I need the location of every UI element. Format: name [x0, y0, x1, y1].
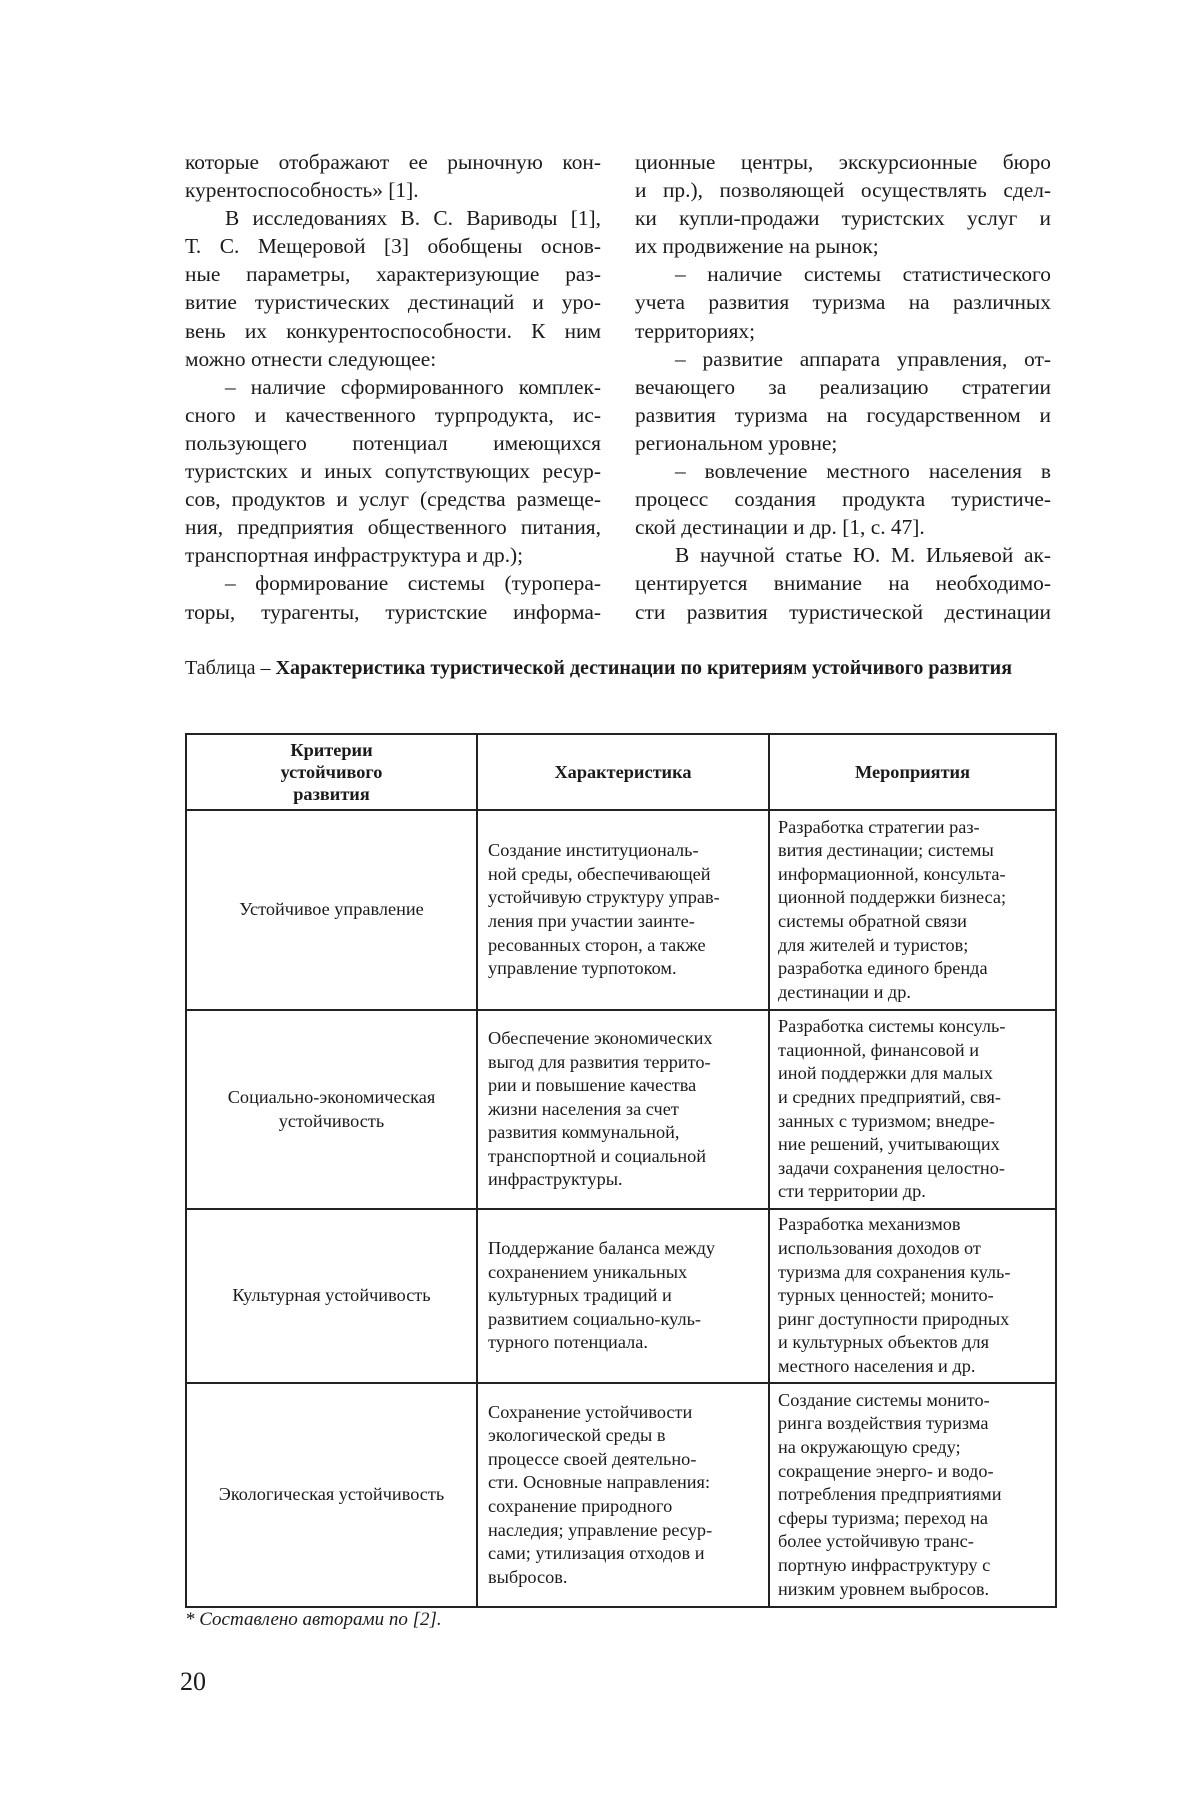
- cell-line: более устойчивую транс-: [778, 1531, 974, 1552]
- text-line: туристских и иных сопутствующих ресур-: [185, 459, 601, 484]
- cell-line: ной среды, обеспечивающей: [488, 863, 711, 884]
- cell-line: Социально-экономическая: [227, 1086, 436, 1107]
- cell-line: турных ценностей; монито-: [778, 1285, 994, 1306]
- table-row: [186, 1383, 1056, 1607]
- cell-line: Создание институциональ-: [488, 840, 699, 861]
- text-line: сти развития туристической дестинации: [635, 599, 1051, 624]
- header-measures: Мероприятия: [769, 734, 1056, 810]
- cell-line: устойчивость: [278, 1110, 385, 1131]
- cell-line: ления при участии заинте-: [488, 911, 695, 931]
- text-line: и пр.), позволяющей осуществлять сдел-: [635, 178, 1051, 203]
- text-line: региональном уровне;: [635, 430, 838, 455]
- text-line: вень их конкурентоспособности. К ним: [185, 318, 601, 343]
- cell-line: процессе своей деятельно-: [488, 1448, 697, 1469]
- cell-line: инфраструктуры.: [488, 1169, 623, 1190]
- cell-line: и средних предприятий, свя-: [778, 1086, 1001, 1107]
- cell-line: тационной, финансовой и: [778, 1039, 980, 1060]
- cell-line: Разработка стратегии раз-: [778, 816, 980, 837]
- cell-line: устойчивую структуру управ-: [488, 887, 720, 908]
- cell-line: задачи сохранения целостно-: [778, 1157, 1005, 1178]
- cell-line: для жителей и туристов;: [778, 934, 969, 955]
- text-line: В научной статье Ю. М. Ильяевой ак-: [675, 543, 1051, 568]
- cell-line: выгод для развития террито-: [488, 1051, 711, 1072]
- cell-line: Поддержание баланса между: [488, 1238, 716, 1259]
- cell-line: управление турпотоком.: [488, 958, 677, 979]
- table-caption-title: Характеристика туристической дестинации по критериям устойчивого развития: [275, 657, 1013, 679]
- header-characteristic: Характеристика: [477, 734, 769, 810]
- table-row: [186, 1209, 1056, 1383]
- text-line: ные параметры, характеризующие раз-: [185, 262, 601, 287]
- characteristic-cell: [477, 810, 769, 1010]
- cell-line: сохранением уникальных: [488, 1261, 688, 1282]
- cell-line: Экологическая устойчивость: [218, 1484, 445, 1505]
- measures-cell: [769, 810, 1056, 1010]
- cell-line: местного населения и др.: [778, 1355, 976, 1376]
- cell-line: развитием социально-куль-: [488, 1308, 701, 1329]
- text-line: можно отнести следующее:: [185, 346, 437, 371]
- text-line: которые отображают ее рыночную кон-: [185, 150, 601, 174]
- table-row: [186, 810, 1056, 1010]
- table-row: [186, 1010, 1056, 1209]
- text-line: В исследованиях В. С. Вариводы [1],: [225, 206, 601, 231]
- text-line: территориях;: [635, 318, 756, 343]
- cell-line: Разработка механизмов: [778, 1214, 961, 1235]
- cell-line: Разработка системы консуль-: [778, 1016, 1006, 1037]
- text-line: курентоспособность» [1].: [185, 178, 419, 203]
- cell-line: выбросов.: [488, 1566, 568, 1587]
- cell-line: культурных традиций и: [488, 1285, 672, 1306]
- cell-line: Обеспечение экономических: [488, 1027, 713, 1048]
- criterion-cell: [186, 1010, 477, 1209]
- cell-line: жизни населения за счет: [488, 1098, 679, 1119]
- measures-cell: [769, 1209, 1056, 1383]
- cell-line: информационной, консульта-: [778, 863, 1006, 884]
- cell-line: транспортной и социальной: [488, 1145, 707, 1166]
- text-line: ской дестинации и др. [1, с. 47].: [635, 515, 925, 540]
- characteristic-cell: [477, 1383, 769, 1607]
- text-line: сного и качественного турпродукта, ис-: [185, 402, 601, 427]
- text-line: пользующего потенциал имеющихся: [185, 430, 601, 455]
- text-line: – развитие аппарата управления, от-: [675, 346, 1051, 371]
- cell-line: дестинации и др.: [778, 981, 911, 1002]
- cell-line: экологической среды в: [488, 1425, 666, 1446]
- cell-line: развития коммунальной,: [488, 1122, 680, 1143]
- cell-line: использования доходов от: [778, 1238, 981, 1259]
- cell-line: ринга воздействия туризма: [778, 1413, 989, 1434]
- text-line: сов, продуктов и услуг (средства размеще-: [185, 487, 601, 512]
- text-line: транспортная инфраструктура и др.);: [185, 543, 524, 568]
- text-line: центируется внимание на необходимо-: [635, 571, 1051, 596]
- cell-line: Устойчивое управление: [239, 899, 424, 920]
- cell-line: сами; утилизация отходов и: [488, 1543, 705, 1564]
- cell-line: портную инфраструктуру с: [778, 1554, 991, 1575]
- cell-line: сти территории др.: [778, 1181, 926, 1202]
- text-line: – наличие сформированного комплек-: [225, 374, 601, 399]
- characteristic-cell: [477, 1209, 769, 1383]
- cell-line: сокращение энерго- и водо-: [778, 1460, 994, 1481]
- text-line: развития туризма на государственном и: [635, 402, 1051, 427]
- cell-line: системы обратной связи: [778, 911, 967, 931]
- cell-line: Сохранение устойчивости: [488, 1401, 693, 1422]
- criterion-cell: [186, 810, 477, 1010]
- cell-line: сти. Основные направления:: [488, 1472, 711, 1493]
- cell-line: вития дестинации; системы: [778, 840, 994, 861]
- body-column-right: [635, 148, 1051, 626]
- cell-line: Создание системы монито-: [778, 1389, 990, 1410]
- cell-line: наследия; управление ресур-: [488, 1519, 713, 1540]
- cell-line: низким уровнем выбросов.: [778, 1578, 990, 1599]
- text-line: витие туристических дестинаций и уро-: [185, 290, 601, 315]
- text-line: торы, турагенты, туристские информа-: [185, 599, 601, 624]
- cell-line: турного потенциала.: [488, 1332, 648, 1353]
- characteristic-cell: [477, 1010, 769, 1209]
- text-line: процесс создания продукта туристиче-: [635, 487, 1051, 512]
- cell-line: Культурная устойчивость: [232, 1285, 431, 1306]
- criterion-cell: [186, 1209, 477, 1383]
- body-column-left: [185, 148, 601, 626]
- cell-line: рии и повышение качества: [488, 1075, 697, 1096]
- measures-cell: [769, 1383, 1056, 1607]
- cell-line: ресованных сторон, а также: [488, 934, 706, 955]
- cell-line: разработка единого бренда: [778, 958, 988, 979]
- cell-line: потребления предприятиями: [778, 1484, 1002, 1505]
- text-line: учета развития туризма на различных: [635, 290, 1051, 315]
- cell-line: иной поддержки для малых: [778, 1063, 993, 1084]
- header-criteria: Критерии устойчивого развития: [186, 734, 477, 810]
- table-caption-prefix: Таблица –: [185, 657, 276, 679]
- cell-line: занных с туризмом; внедре-: [778, 1110, 995, 1131]
- cell-line: ние решений, учитывающих: [778, 1134, 1000, 1155]
- text-line: – формирование системы (туропера-: [225, 571, 601, 596]
- text-line: Т. С. Мещеровой [3] обобщены основ-: [185, 234, 601, 259]
- criteria-table: [185, 733, 1057, 1608]
- cell-line: ринг доступности природных: [778, 1308, 1010, 1329]
- cell-line: туризма для сохранения куль-: [778, 1261, 1011, 1282]
- text-line: их продвижение на рынок;: [635, 234, 879, 259]
- text-line: – вовлечение местного населения в: [675, 459, 1051, 484]
- cell-line: сферы туризма; переход на: [778, 1507, 989, 1528]
- text-line: ционные центры, экскурсионные бюро: [635, 150, 1051, 174]
- table-header-row: [186, 734, 1056, 810]
- cell-line: и культурных объектов для: [778, 1332, 990, 1353]
- text-line: вечающего за реализацию стратегии: [635, 374, 1051, 399]
- text-line: ки купли-продажи туристских услуг и: [635, 206, 1051, 231]
- measures-cell: [769, 1010, 1056, 1209]
- text-line: – наличие системы статистического: [675, 262, 1051, 287]
- criterion-cell: [186, 1383, 477, 1607]
- text-line: ния, предприятия общественного питания,: [185, 515, 601, 540]
- page-number: 20: [180, 1667, 206, 1696]
- cell-line: на окружающую среду;: [778, 1437, 961, 1458]
- cell-line: ционной поддержки бизнеса;: [778, 887, 1007, 908]
- cell-line: сохранение природного: [488, 1496, 673, 1516]
- table-caption: [185, 655, 1057, 682]
- table-footnote: * Составлено авторами по [2].: [185, 1609, 442, 1630]
